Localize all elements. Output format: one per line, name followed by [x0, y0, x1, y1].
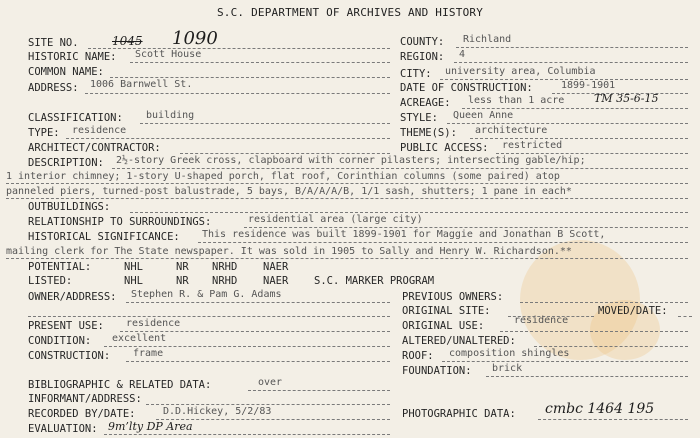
- owner-line-2: [28, 316, 390, 317]
- classification-value: building: [146, 110, 195, 121]
- potential-naer: NAER: [263, 261, 289, 273]
- outbuildings-line: [130, 212, 688, 213]
- description-line-3: panneled piers, turned-post balustrade, 5 bays, B/A/A/A/B, 1/1 sash, shutters; 1 pane in each*: [6, 186, 572, 197]
- roof-line: [442, 361, 688, 362]
- acreage-label: ACREAGE:: [400, 97, 451, 109]
- significance-line-1: This residence was built 1899-1901 for Maggie and Jonathan B Scott,: [202, 229, 606, 240]
- relationship-value: residential area (large city): [248, 214, 423, 225]
- photographic-data-label: PHOTOGRAPHIC DATA:: [402, 408, 516, 420]
- informant-line: [146, 404, 390, 405]
- marker-program-label: S.C. MARKER PROGRAM: [314, 275, 435, 287]
- foundation-label: FOUNDATION:: [402, 365, 472, 377]
- description-line-2: 1 interior chimney; 1-story U-shaped porch, flat roof, Corinthian columns (some paired) atop: [6, 171, 560, 182]
- foundation-line: [486, 376, 688, 377]
- themes-label: THEME(S):: [400, 127, 457, 139]
- common-name-label: COMMON NAME:: [28, 66, 104, 78]
- architect-label: ARCHITECT/CONTRACTOR:: [28, 142, 161, 154]
- potential-nrhd: NRHD: [212, 261, 238, 273]
- construction-line: [126, 361, 390, 362]
- address-value: 1006 Barnwell St.: [90, 79, 193, 90]
- type-line: [66, 138, 390, 139]
- owner-value: Stephen R. & Pam G. Adams: [131, 289, 282, 300]
- bibliographic-label: BIBLIOGRAPHIC & RELATED DATA:: [28, 379, 212, 391]
- original-use-label: ORIGINAL USE:: [402, 320, 485, 332]
- listed-naer: NAER: [263, 275, 289, 287]
- style-line: [447, 123, 688, 124]
- foundation-value: brick: [492, 363, 523, 374]
- altered-line: [534, 346, 688, 347]
- listed-nr: NR: [176, 275, 189, 287]
- moved-date-label: MOVED/DATE:: [598, 305, 668, 317]
- site-no-line: [88, 48, 390, 49]
- roof-label: ROOF:: [402, 350, 434, 362]
- roof-value: composition shingles: [449, 348, 570, 359]
- photographic-data-line: [538, 419, 688, 420]
- public-access-line: [496, 153, 688, 154]
- description-rule-1: [112, 168, 688, 169]
- bibliographic-value: over: [258, 377, 283, 388]
- relationship-line: [244, 227, 688, 228]
- city-label: CITY:: [400, 68, 432, 80]
- altered-label: ALTERED/UNALTERED:: [402, 335, 516, 347]
- public-access-value: restricted: [502, 140, 563, 151]
- type-label: TYPE:: [28, 127, 60, 139]
- construction-label: CONSTRUCTION:: [28, 350, 111, 362]
- potential-nr: NR: [176, 261, 189, 273]
- original-use-line: [500, 331, 688, 332]
- recorded-by-label: RECORDED BY/DATE:: [28, 408, 136, 420]
- architect-line: [180, 153, 390, 154]
- recorded-by-value: D.D.Hickey, 5/2/83: [163, 406, 272, 417]
- style-value: Queen Anne: [453, 110, 514, 121]
- evaluation-label: EVALUATION:: [28, 423, 98, 435]
- previous-owners-line: [520, 302, 688, 303]
- listed-label: LISTED:: [28, 275, 73, 287]
- original-use-value: residence: [514, 315, 569, 326]
- historic-name-value: Scott House: [135, 49, 202, 60]
- form-header: S.C. DEPARTMENT OF ARCHIVES AND HISTORY: [216, 6, 484, 19]
- tax-map-note: TM 35-6-15: [594, 92, 659, 105]
- owner-label: OWNER/ADDRESS:: [28, 291, 117, 303]
- region-line: [454, 62, 688, 63]
- potential-nhl: NHL: [124, 261, 143, 273]
- description-rule-2: [6, 183, 688, 184]
- listed-nrhd: NRHD: [212, 275, 238, 287]
- city-value: university area, Columbia: [445, 66, 596, 77]
- informant-label: INFORMANT/ADDRESS:: [28, 393, 142, 405]
- site-no-old: 1045: [112, 34, 143, 48]
- themes-line: [470, 138, 688, 139]
- site-no-label: SITE NO.: [28, 37, 79, 49]
- classification-line: [140, 123, 390, 124]
- significance-rule-1: [198, 242, 688, 243]
- region-value: 4: [459, 49, 466, 60]
- condition-label: CONDITION:: [28, 335, 92, 347]
- description-rule-3: [6, 198, 688, 199]
- classification-label: CLASSIFICATION:: [28, 112, 123, 124]
- site-no-new: 1090: [172, 28, 218, 49]
- relationship-label: RELATIONSHIP TO SURROUNDINGS:: [28, 216, 212, 228]
- county-line: [456, 47, 688, 48]
- condition-line: [104, 346, 390, 347]
- original-site-label: ORIGINAL SITE:: [402, 305, 491, 317]
- owner-line: [126, 302, 390, 303]
- significance-label: HISTORICAL SIGNIFICANCE:: [28, 231, 180, 243]
- date-value: 1899-1901: [561, 80, 616, 91]
- description-line-1: 2½-story Greek cross, clapboard with corner pilasters; intersecting gable/hip;: [116, 155, 586, 166]
- common-name-line: [110, 77, 390, 78]
- date-label: DATE OF CONSTRUCTION:: [400, 82, 533, 94]
- present-use-value: residence: [126, 318, 181, 329]
- present-use-line: [120, 331, 390, 332]
- significance-rule-2: [6, 258, 688, 259]
- address-line: [85, 93, 390, 94]
- potential-label: POTENTIAL:: [28, 261, 92, 273]
- previous-owners-label: PREVIOUS OWNERS:: [402, 291, 504, 303]
- style-label: STYLE:: [400, 112, 438, 124]
- acreage-value: less than 1 acre: [468, 95, 565, 106]
- address-label: ADDRESS:: [28, 82, 79, 94]
- moved-date-line: [678, 316, 692, 317]
- construction-value: frame: [133, 348, 164, 359]
- type-value: residence: [72, 125, 127, 136]
- bibliographic-line: [248, 390, 390, 391]
- description-label: DESCRIPTION:: [28, 157, 104, 169]
- evaluation-value: 9m’lty DP Area: [108, 420, 193, 433]
- evaluation-line: [104, 434, 390, 435]
- county-label: COUNTY:: [400, 36, 445, 48]
- region-label: REGION:: [400, 51, 445, 63]
- public-access-label: PUBLIC ACCESS:: [400, 142, 489, 154]
- historic-name-line: [130, 62, 390, 63]
- listed-nhl: NHL: [124, 275, 143, 287]
- present-use-label: PRESENT USE:: [28, 320, 104, 332]
- outbuildings-label: OUTBUILDINGS:: [28, 201, 111, 213]
- significance-line-2: mailing clerk for The State newspaper. It was sold in 1905 to Sally and Henry W. Richardson.**: [6, 246, 572, 257]
- condition-value: excellent: [112, 333, 167, 344]
- county-value: Richland: [463, 34, 512, 45]
- themes-value: architecture: [475, 125, 548, 136]
- photographic-data-value: cmbc 1464 195: [545, 401, 655, 417]
- acreage-line: [462, 108, 688, 109]
- historic-name-label: HISTORIC NAME:: [28, 51, 117, 63]
